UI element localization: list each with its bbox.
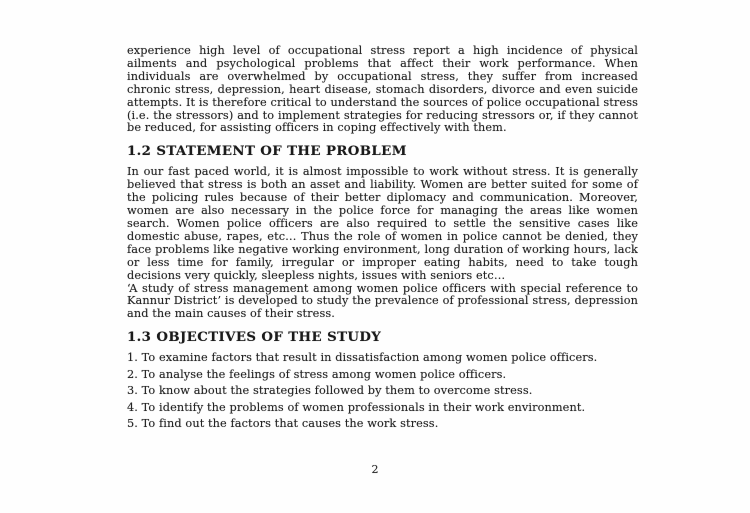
page-number: 2 bbox=[371, 463, 379, 476]
objective-item-4: 4. To identify the problems of women professionals in their work environment. bbox=[127, 400, 586, 414]
intro-paragraph: experience high level of occupational stress report a high incidence of physical ailments and psychological problems that affect their work performance. When individuals are overwhelmed by occupational stress, they suffer from increased chronic stress, depression, heart disease, stomach disorders, divorce and even suicide attempts. It is therefore critical to understand the sources of police occupational stress (i.e. the stressors) and to implement strategies for reducing stressors or, if they cannot be reduced, for assisting officers in coping effectively with them. bbox=[127, 44, 638, 135]
statement-of-problem-heading: 1.2 STATEMENT OF THE PROBLEM bbox=[127, 144, 407, 160]
objective-item-1: 1. To examine factors that result in dissatisfaction among women police officers. bbox=[127, 351, 598, 365]
objective-item-2: 2. To analyse the feelings of stress among women police officers. bbox=[127, 367, 507, 381]
study-scope-paragraph: ‘A study of stress management among women police officers with special reference to Kannur District’ is developed to study the prevalence of professional stress, depression and the main causes of their stress. bbox=[127, 281, 638, 321]
objective-item-5: 5. To find out the factors that causes the work stress. bbox=[127, 417, 439, 431]
objective-item-3: 3. To know about the strategies followed by them to overcome stress. bbox=[127, 384, 533, 398]
page-content bbox=[127, 45, 638, 435]
statement-paragraph: In our fast paced world, it is almost impossible to work without stress. It is generally believed that stress is both an asset and liability. Women are better suited for some of the policing rules because of their better diplomacy and communication. Moreover, women are also necessary in the police force for managing the areas like women search. Women police officers are also required to settle the sensitive cases like domestic abuse, rapes, etc… Thus the role of women in police cannot be denied, they face problems like negative working environment, long duration of working hours, lack or less time for family, irregular or improper eating habits, need to take tough decisions very quickly, sleepless nights, issues with seniors etc… bbox=[127, 165, 638, 282]
objectives-heading: 1.3 OBJECTIVES OF THE STUDY bbox=[127, 330, 382, 346]
